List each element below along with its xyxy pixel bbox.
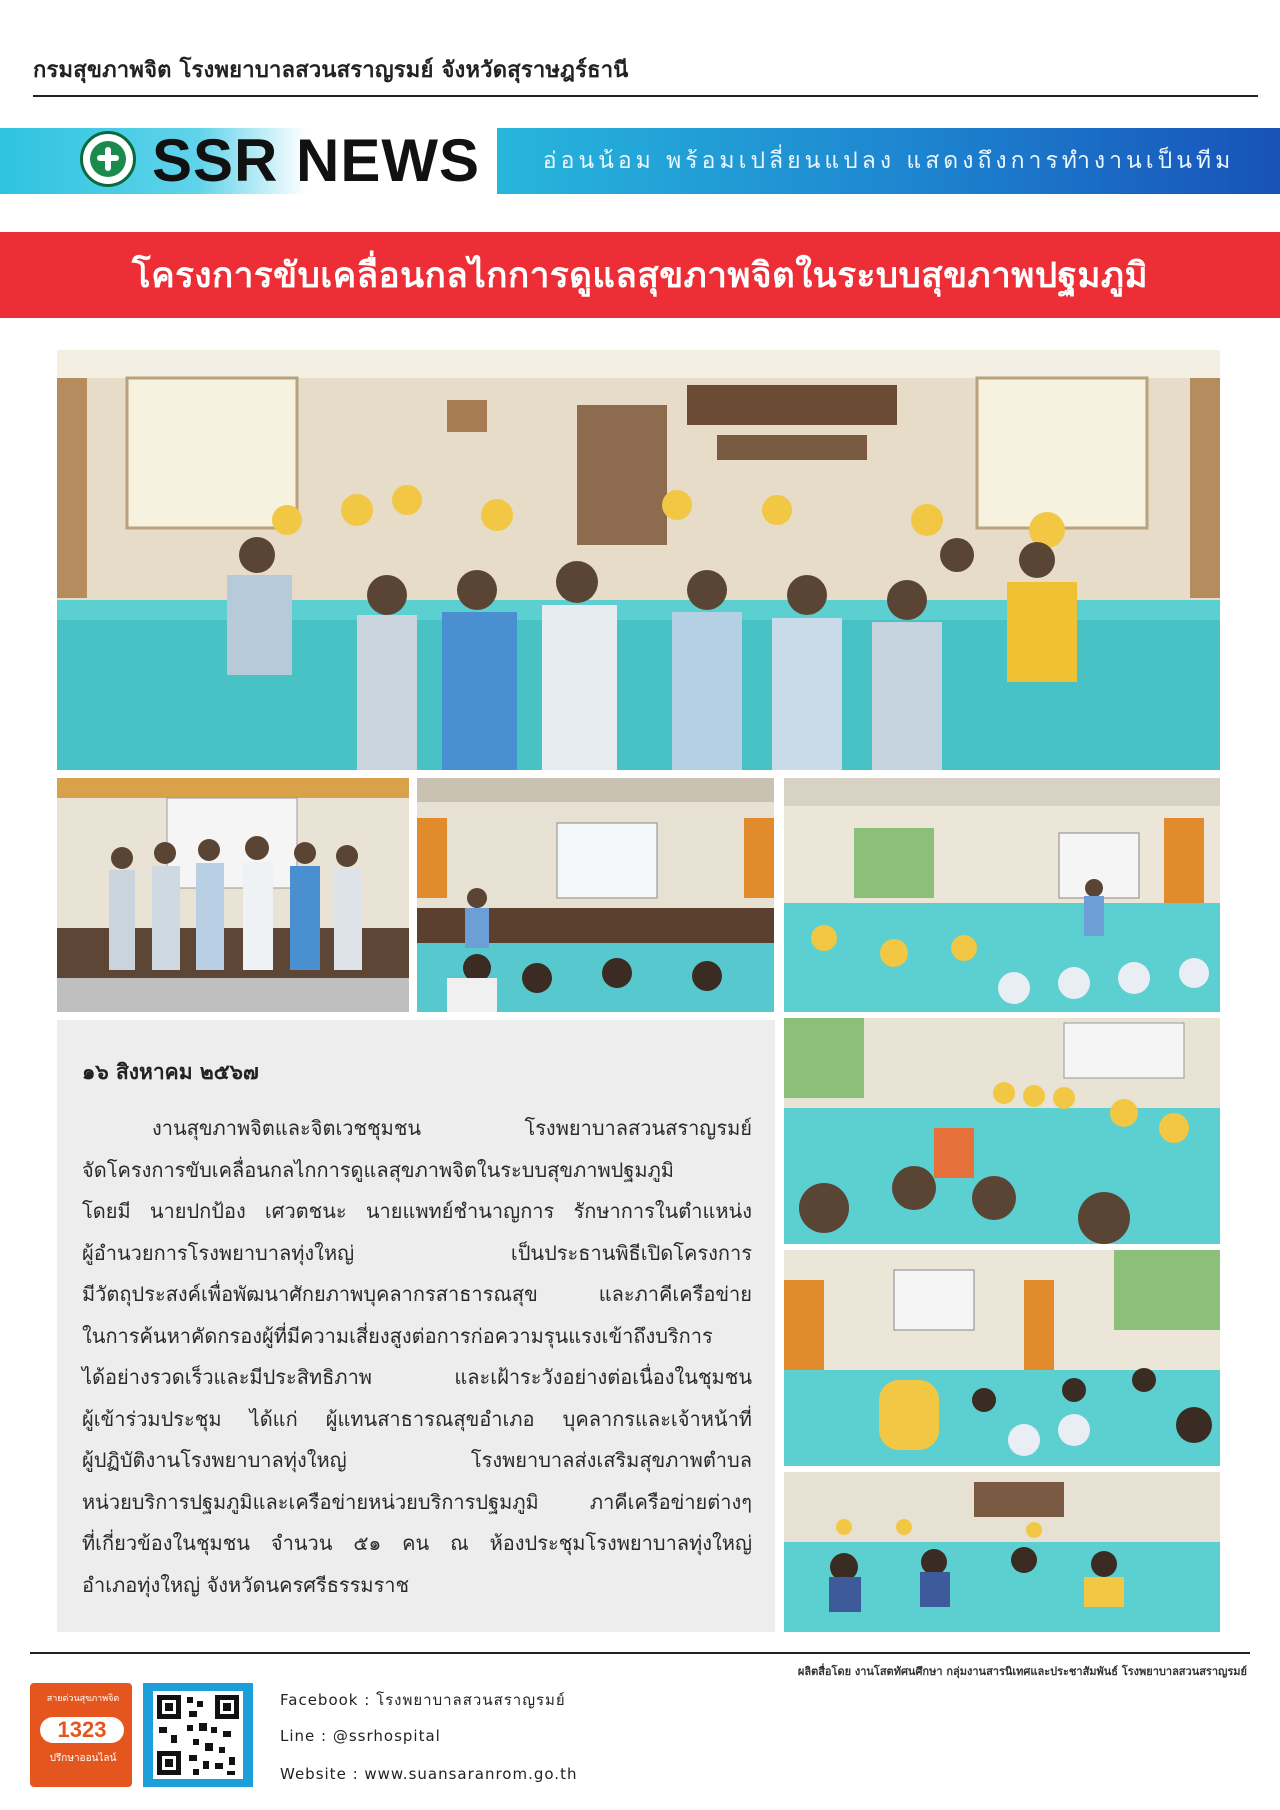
article-line: ที่เกี่ยวข้องในชุมชน จำนวน ๕๑ คน ณ ห้องประชุมโรงพยาบาลทุ่งใหญ่: [82, 1531, 752, 1555]
photo-workshop-participants: [784, 1018, 1220, 1244]
photo-group-activity: [784, 1472, 1220, 1632]
article-body: [82, 1108, 752, 1606]
department-logo-icon: [80, 131, 136, 187]
banner-tagline-band: [497, 128, 1280, 194]
facebook-link[interactable]: Facebook : โรงพยาบาลสวนสราญรมย์: [280, 1691, 566, 1709]
article-line: หน่วยบริการปฐมภูมิและเครือข่ายหน่วยบริการปฐมภูมิ ภาคีเครือข่ายต่างๆ: [82, 1489, 752, 1514]
qr-code-frame: [143, 1683, 253, 1787]
hotline-number: 1323: [40, 1717, 124, 1743]
line-id[interactable]: Line : @ssrhospital: [280, 1727, 441, 1745]
photo-session-discussion: [784, 1250, 1220, 1466]
article-line: อำเภอทุ่งใหญ่ จังหวัดนครศรีธรรมราช: [82, 1572, 410, 1597]
main-group-photo: [57, 350, 1220, 770]
article-line: ได้อย่างรวดเร็วและมีประสิทธิภาพ และเฝ้าระวังอย่างต่อเนื่องในชุมชน: [82, 1365, 752, 1389]
photo-meeting-room: [784, 778, 1220, 1012]
article-line: ในการค้นหาคัดกรองผู้ที่มีความเสี่ยงสูงต่อการก่อความรุนแรงเข้าถึงบริการ: [82, 1323, 713, 1348]
hotline-badge: [30, 1683, 132, 1787]
organization-name: กรมสุขภาพจิต โรงพยาบาลสวนสราญรมย์ จังหวัดสุราษฎร์ธานี: [33, 58, 629, 83]
photo-speakers-group: [57, 778, 409, 1012]
article-line: ผู้อำนวยการโรงพยาบาลทุ่งใหญ่ เป็นประธานพิธีเปิดโครงการ: [82, 1240, 752, 1265]
website-link[interactable]: Website : www.suansaranrom.go.th: [280, 1765, 578, 1783]
hotline-subtext: ปรึกษาออนไลน์: [49, 1753, 117, 1764]
hotline-caption: สายด่วนสุขภาพจิต: [46, 1694, 120, 1704]
producer-credit: ผลิตสื่อโดย งานโสตทัศนศึกษา กลุ่มงานสารนิเทศและประชาสัมพันธ์ โรงพยาบาลสวนสราญรมย์: [797, 1665, 1247, 1678]
tagline: อ่อนน้อม พร้อมเปลี่ยนแปลง แสดงถึงการทำงานเป็นทีม: [542, 148, 1235, 174]
headline-bar: [0, 232, 1280, 318]
article-line: ผู้ปฏิบัติงานโรงพยาบาลทุ่งใหญ่ โรงพยาบาลส่งเสริมสุขภาพตำบล: [82, 1448, 752, 1472]
article-line: มีวัตถุประสงค์เพื่อพัฒนาศักยภาพบุคลากรสาธารณสุข และภาคีเครือข่าย: [82, 1282, 752, 1306]
article-line: จัดโครงการขับเคลื่อนกลไกการดูแลสุขภาพจิตในระบบสุขภาพปฐมภูมิ: [82, 1157, 674, 1182]
article-line: งานสุขภาพจิตและจิตเวชชุมชน โรงพยาบาลสวนสราญรมย์: [152, 1116, 752, 1140]
headline: โครงการขับเคลื่อนกลไกการดูแลสุขภาพจิตในระบบสุขภาพปฐมภูมิ: [131, 255, 1149, 296]
photo-presentation-stage: [417, 778, 774, 1012]
article-date: ๑๖ สิงหาคม ๒๕๖๗: [82, 1060, 259, 1084]
qr-code-icon: [153, 1691, 243, 1779]
footer-divider: [30, 1652, 1250, 1654]
brand-title: SSR NEWS: [152, 127, 481, 194]
article-line: โดยมี นายปกป้อง เศวตชนะ นายแพทย์ชำนาญการ รักษาการในตำแหน่ง: [82, 1199, 752, 1223]
article-line: ผู้เข้าร่วมประชุม ได้แก่ ผู้แทนสาธารณสุขอำเภอ บุคลากรและเจ้าหน้าที่: [82, 1406, 752, 1431]
header-divider: [33, 95, 1258, 97]
